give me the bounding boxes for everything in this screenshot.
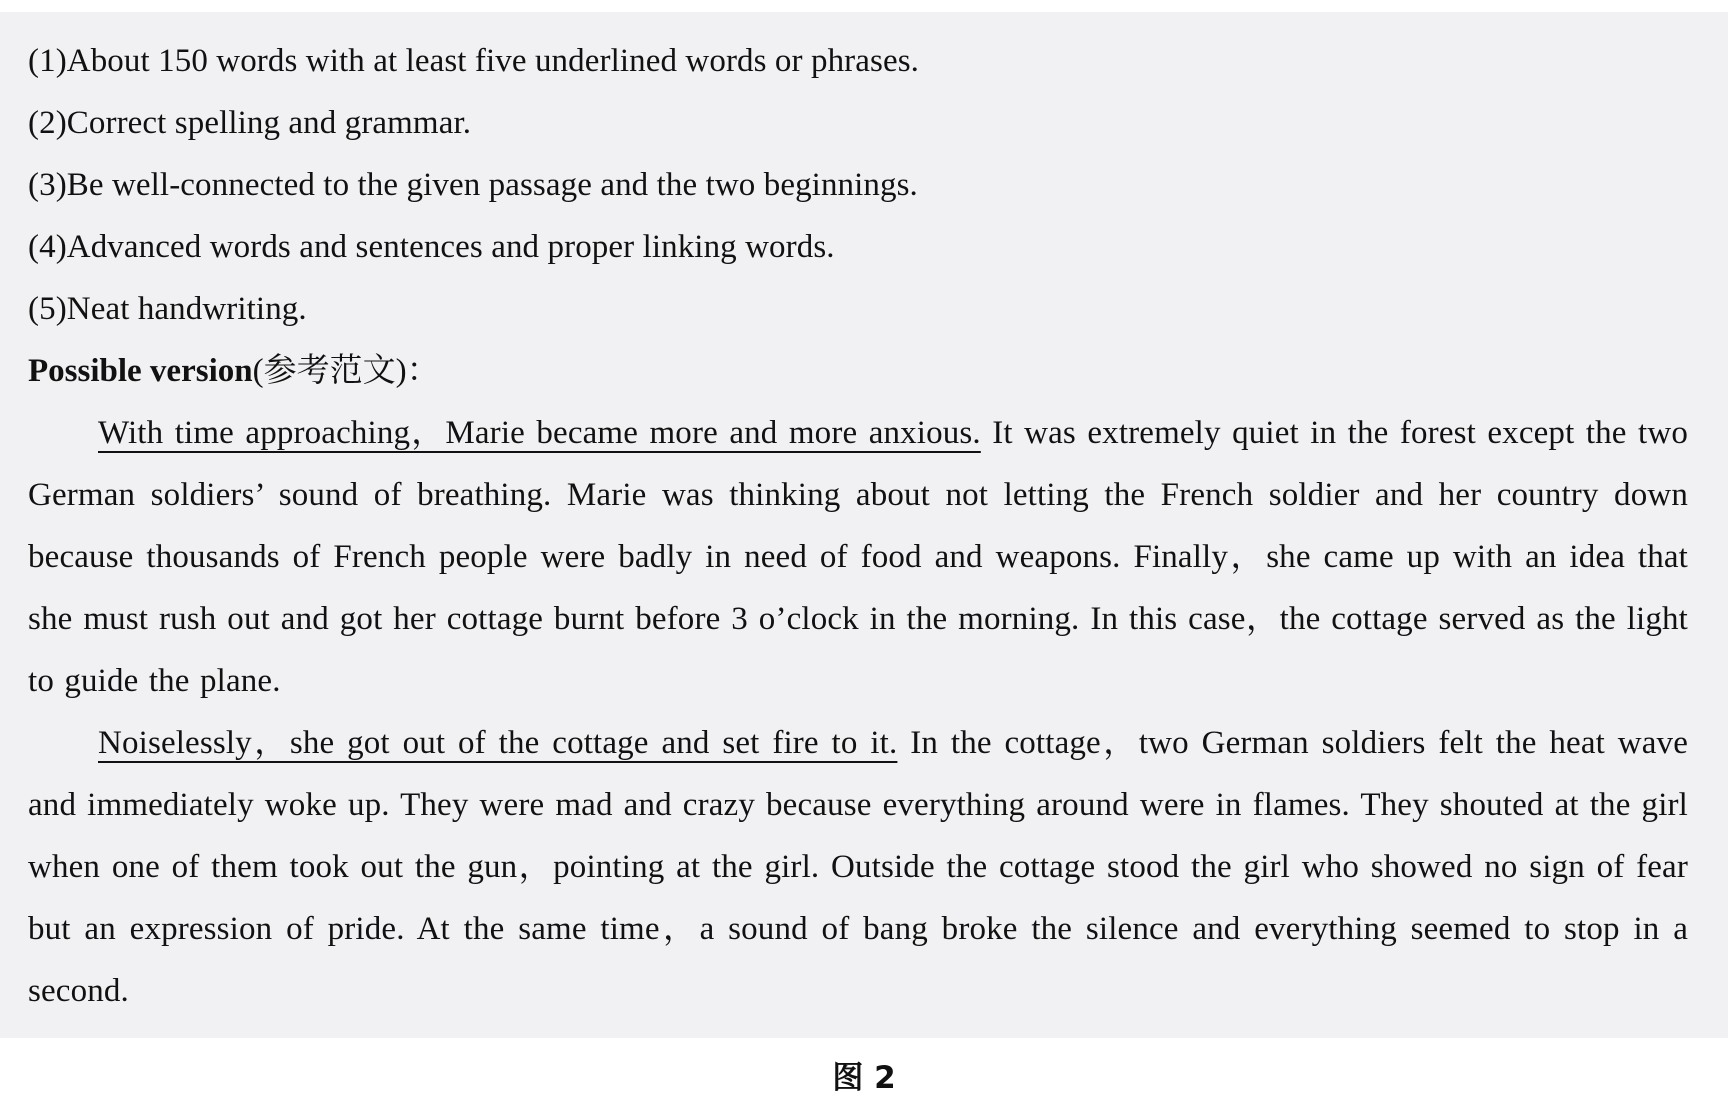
paragraph-1-body: It was extremely quiet in the forest except the two German soldiers’ sound of breathing. Marie was thinking about not letting the French soldier and her country down because thousands of French people were badly in need of food and weapons. Finally，she came up with an idea that she must rush out and got her cottage burnt before 3 o’clock in the morning. In this case，the cottage served as the light to guide the plane. <box>28 415 1688 699</box>
requirement-4: (4)Advanced words and sentences and proper linking words. <box>28 229 835 265</box>
figure-caption: 图 2 <box>832 1060 896 1096</box>
paragraph-2-body: In the cottage，two German soldiers felt the heat wave and immediately woke up. They were mad and crazy because everything around were in flames. They shouted at the girl when one of them took out the gun，pointing at the girl. Outside the cottage stood the girl who showed no sign of fear but an expression of pride. At the same time，a sound of bang broke the silence and everything seemed to stop in a second. <box>28 725 1688 1009</box>
paragraph-1 <box>28 402 1688 712</box>
paragraph-2 <box>28 712 1688 1022</box>
heading-chinese-text: (参考范文)： <box>252 353 440 389</box>
requirement-2: (2)Correct spelling and grammar. <box>28 105 472 141</box>
paragraph-2-given-beginning: Noiselessly，she got out of the cottage and set fire to it. <box>98 725 898 761</box>
paragraph-1-given-beginning: With time approaching，Marie became more and more anxious. <box>98 415 981 451</box>
requirement-3: (3)Be well-connected to the given passage and the two beginnings. <box>28 167 918 203</box>
text-panel <box>0 12 1728 1038</box>
heading-bold-text: Possible version <box>28 353 253 389</box>
possible-version-heading <box>28 340 1688 402</box>
requirement-5: (5)Neat handwriting. <box>28 291 307 327</box>
requirement-1: (1)About 150 words with at least five underlined words or phrases. <box>28 43 919 79</box>
